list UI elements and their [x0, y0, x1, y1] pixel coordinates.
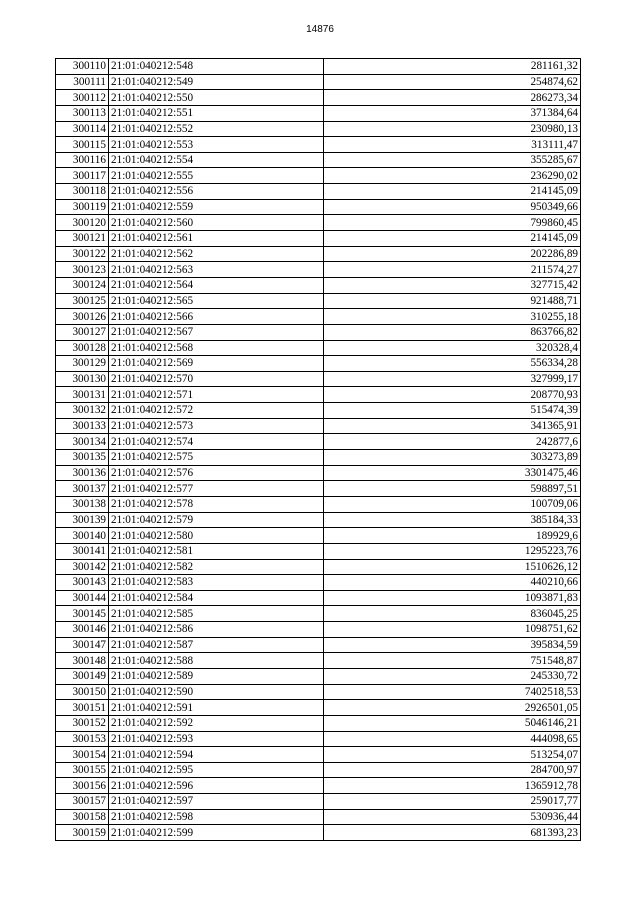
row-number-cell: 300147	[56, 637, 109, 653]
cadastral-number-cell: 21:01:040212:594	[109, 747, 324, 763]
row-number-cell: 300150	[56, 684, 109, 700]
cadastral-value-cell: 242877,6	[324, 434, 581, 450]
cadastral-value-cell: 3301475,46	[324, 465, 581, 481]
table-row	[56, 481, 581, 497]
cadastral-number-cell: 21:01:040212:555	[109, 168, 324, 184]
table-row	[56, 277, 581, 293]
cadastral-value-cell: 327999,17	[324, 371, 581, 387]
cadastral-value-cell: 395834,59	[324, 637, 581, 653]
row-number-cell: 300136	[56, 465, 109, 481]
row-number-cell: 300156	[56, 778, 109, 794]
row-number-cell: 300148	[56, 653, 109, 669]
row-number-cell: 300126	[56, 309, 109, 325]
row-number-cell: 300120	[56, 215, 109, 231]
cadastral-number-cell: 21:01:040212:584	[109, 590, 324, 606]
row-number-cell: 300125	[56, 293, 109, 309]
row-number-cell: 300129	[56, 356, 109, 372]
row-number-cell: 300152	[56, 715, 109, 731]
row-number-cell: 300111	[56, 74, 109, 90]
row-number-cell: 300117	[56, 168, 109, 184]
row-number-cell: 300149	[56, 668, 109, 684]
cadastral-number-cell: 21:01:040212:549	[109, 74, 324, 90]
cadastral-value-cell: 236290,02	[324, 168, 581, 184]
cadastral-number-cell: 21:01:040212:563	[109, 262, 324, 278]
cadastral-value-cell: 214145,09	[324, 231, 581, 247]
cadastral-number-cell: 21:01:040212:587	[109, 637, 324, 653]
table-row	[56, 434, 581, 450]
row-number-cell: 300134	[56, 434, 109, 450]
cadastral-value-table	[55, 58, 581, 841]
row-number-cell: 300151	[56, 700, 109, 716]
row-number-cell: 300154	[56, 747, 109, 763]
table-row	[56, 637, 581, 653]
cadastral-number-cell: 21:01:040212:566	[109, 309, 324, 325]
cadastral-number-cell: 21:01:040212:554	[109, 152, 324, 168]
cadastral-number-cell: 21:01:040212:582	[109, 559, 324, 575]
table-row	[56, 137, 581, 153]
cadastral-value-cell: 513254,07	[324, 747, 581, 763]
table-row	[56, 309, 581, 325]
cadastral-value-cell: 836045,25	[324, 606, 581, 622]
cadastral-number-cell: 21:01:040212:599	[109, 825, 324, 841]
cadastral-value-cell: 230980,13	[324, 121, 581, 137]
cadastral-number-cell: 21:01:040212:568	[109, 340, 324, 356]
table-row	[56, 747, 581, 763]
table-row	[56, 340, 581, 356]
cadastral-value-cell: 214145,09	[324, 184, 581, 200]
row-number-cell: 300118	[56, 184, 109, 200]
cadastral-value-cell: 863766,82	[324, 324, 581, 340]
table-row	[56, 543, 581, 559]
row-number-cell: 300115	[56, 137, 109, 153]
cadastral-value-cell: 799860,45	[324, 215, 581, 231]
cadastral-number-cell: 21:01:040212:580	[109, 528, 324, 544]
cadastral-value-cell: 286273,34	[324, 90, 581, 106]
cadastral-number-cell: 21:01:040212:590	[109, 684, 324, 700]
table-row	[56, 559, 581, 575]
cadastral-value-cell: 313111,47	[324, 137, 581, 153]
cadastral-value-cell: 259017,77	[324, 794, 581, 810]
cadastral-value-cell: 281161,32	[324, 59, 581, 75]
table-row	[56, 606, 581, 622]
row-number-cell: 300141	[56, 543, 109, 559]
table-row	[56, 762, 581, 778]
cadastral-number-cell: 21:01:040212:562	[109, 246, 324, 262]
cadastral-value-cell: 245330,72	[324, 668, 581, 684]
row-number-cell: 300113	[56, 105, 109, 121]
cadastral-value-cell: 303273,89	[324, 450, 581, 466]
cadastral-number-cell: 21:01:040212:578	[109, 496, 324, 512]
table-row	[56, 622, 581, 638]
cadastral-value-cell: 385184,33	[324, 512, 581, 528]
table-row	[56, 653, 581, 669]
cadastral-number-cell: 21:01:040212:585	[109, 606, 324, 622]
cadastral-number-cell: 21:01:040212:592	[109, 715, 324, 731]
cadastral-number-cell: 21:01:040212:572	[109, 403, 324, 419]
cadastral-value-cell: 751548,87	[324, 653, 581, 669]
cadastral-value-cell: 1365912,78	[324, 778, 581, 794]
row-number-cell: 300114	[56, 121, 109, 137]
cadastral-value-cell: 681393,23	[324, 825, 581, 841]
table-row	[56, 356, 581, 372]
table-row	[56, 528, 581, 544]
cadastral-number-cell: 21:01:040212:567	[109, 324, 324, 340]
row-number-cell: 300159	[56, 825, 109, 841]
row-number-cell: 300139	[56, 512, 109, 528]
row-number-cell: 300119	[56, 199, 109, 215]
table-row	[56, 575, 581, 591]
cadastral-number-cell: 21:01:040212:596	[109, 778, 324, 794]
row-number-cell: 300133	[56, 418, 109, 434]
cadastral-value-cell: 320328,4	[324, 340, 581, 356]
table-row	[56, 700, 581, 716]
table-row	[56, 418, 581, 434]
cadastral-number-cell: 21:01:040212:550	[109, 90, 324, 106]
row-number-cell: 300135	[56, 450, 109, 466]
row-number-cell: 300144	[56, 590, 109, 606]
row-number-cell: 300157	[56, 794, 109, 810]
row-number-cell: 300155	[56, 762, 109, 778]
row-number-cell: 300128	[56, 340, 109, 356]
cadastral-value-cell: 310255,18	[324, 309, 581, 325]
row-number-cell: 300145	[56, 606, 109, 622]
table-row	[56, 496, 581, 512]
cadastral-number-cell: 21:01:040212:556	[109, 184, 324, 200]
cadastral-number-cell: 21:01:040212:597	[109, 794, 324, 810]
row-number-cell: 300112	[56, 90, 109, 106]
cadastral-number-cell: 21:01:040212:551	[109, 105, 324, 121]
table-row	[56, 105, 581, 121]
cadastral-value-cell: 5046146,21	[324, 715, 581, 731]
cadastral-value-cell: 284700,97	[324, 762, 581, 778]
cadastral-value-cell: 341365,91	[324, 418, 581, 434]
row-number-cell: 300137	[56, 481, 109, 497]
row-number-cell: 300124	[56, 277, 109, 293]
cadastral-number-cell: 21:01:040212:559	[109, 199, 324, 215]
cadastral-number-cell: 21:01:040212:574	[109, 434, 324, 450]
table-row	[56, 825, 581, 841]
cadastral-number-cell: 21:01:040212:560	[109, 215, 324, 231]
cadastral-value-cell: 202286,89	[324, 246, 581, 262]
row-number-cell: 300146	[56, 622, 109, 638]
cadastral-value-cell: 440210,66	[324, 575, 581, 591]
cadastral-number-cell: 21:01:040212:552	[109, 121, 324, 137]
cadastral-number-cell: 21:01:040212:577	[109, 481, 324, 497]
cadastral-value-cell: 530936,44	[324, 809, 581, 825]
table-row	[56, 293, 581, 309]
table-row	[56, 199, 581, 215]
row-number-cell: 300121	[56, 231, 109, 247]
cadastral-number-cell: 21:01:040212:598	[109, 809, 324, 825]
table-row	[56, 465, 581, 481]
table-row	[56, 731, 581, 747]
row-number-cell: 300110	[56, 59, 109, 75]
cadastral-number-cell: 21:01:040212:586	[109, 622, 324, 638]
cadastral-number-cell: 21:01:040212:573	[109, 418, 324, 434]
row-number-cell: 300132	[56, 403, 109, 419]
table-row	[56, 74, 581, 90]
table-row	[56, 387, 581, 403]
table-row	[56, 184, 581, 200]
cadastral-value-cell: 100709,06	[324, 496, 581, 512]
row-number-cell: 300158	[56, 809, 109, 825]
cadastral-value-cell: 1510626,12	[324, 559, 581, 575]
table-row	[56, 715, 581, 731]
row-number-cell: 300140	[56, 528, 109, 544]
table-row	[56, 121, 581, 137]
cadastral-number-cell: 21:01:040212:576	[109, 465, 324, 481]
table-row	[56, 152, 581, 168]
cadastral-value-cell: 1093871,83	[324, 590, 581, 606]
cadastral-value-cell: 371384,64	[324, 105, 581, 121]
table-row	[56, 324, 581, 340]
cadastral-number-cell: 21:01:040212:569	[109, 356, 324, 372]
cadastral-number-cell: 21:01:040212:564	[109, 277, 324, 293]
cadastral-number-cell: 21:01:040212:579	[109, 512, 324, 528]
table-row	[56, 215, 581, 231]
table-row	[56, 809, 581, 825]
cadastral-value-cell: 444098,65	[324, 731, 581, 747]
table-row	[56, 403, 581, 419]
table-row	[56, 684, 581, 700]
table-row	[56, 168, 581, 184]
row-number-cell: 300153	[56, 731, 109, 747]
table-body	[56, 59, 581, 841]
cadastral-value-cell: 208770,93	[324, 387, 581, 403]
table-row	[56, 371, 581, 387]
cadastral-value-cell: 515474,39	[324, 403, 581, 419]
row-number-cell: 300122	[56, 246, 109, 262]
table-row	[56, 90, 581, 106]
cadastral-value-cell: 7402518,53	[324, 684, 581, 700]
cadastral-value-cell: 2926501,05	[324, 700, 581, 716]
cadastral-value-cell: 211574,27	[324, 262, 581, 278]
row-number-cell: 300143	[56, 575, 109, 591]
row-number-cell: 300131	[56, 387, 109, 403]
cadastral-value-cell: 254874,62	[324, 74, 581, 90]
cadastral-number-cell: 21:01:040212:570	[109, 371, 324, 387]
cadastral-value-cell: 556334,28	[324, 356, 581, 372]
row-number-cell: 300116	[56, 152, 109, 168]
page-number: 14876	[306, 24, 334, 35]
cadastral-number-cell: 21:01:040212:595	[109, 762, 324, 778]
cadastral-value-cell: 355285,67	[324, 152, 581, 168]
table-row	[56, 590, 581, 606]
cadastral-number-cell: 21:01:040212:593	[109, 731, 324, 747]
cadastral-number-cell: 21:01:040212:588	[109, 653, 324, 669]
cadastral-number-cell: 21:01:040212:589	[109, 668, 324, 684]
cadastral-number-cell: 21:01:040212:571	[109, 387, 324, 403]
table-row	[56, 794, 581, 810]
table-row	[56, 668, 581, 684]
cadastral-value-cell: 950349,66	[324, 199, 581, 215]
table-row	[56, 246, 581, 262]
row-number-cell: 300123	[56, 262, 109, 278]
cadastral-number-cell: 21:01:040212:548	[109, 59, 324, 75]
cadastral-number-cell: 21:01:040212:581	[109, 543, 324, 559]
cadastral-number-cell: 21:01:040212:553	[109, 137, 324, 153]
row-number-cell: 300130	[56, 371, 109, 387]
cadastral-number-cell: 21:01:040212:575	[109, 450, 324, 466]
table-row	[56, 59, 581, 75]
cadastral-number-cell: 21:01:040212:591	[109, 700, 324, 716]
row-number-cell: 300138	[56, 496, 109, 512]
row-number-cell: 300142	[56, 559, 109, 575]
table-row	[56, 778, 581, 794]
table-row	[56, 450, 581, 466]
cadastral-value-cell: 1098751,62	[324, 622, 581, 638]
row-number-cell: 300127	[56, 324, 109, 340]
cadastral-value-cell: 327715,42	[324, 277, 581, 293]
table-row	[56, 262, 581, 278]
cadastral-number-cell: 21:01:040212:561	[109, 231, 324, 247]
table-row	[56, 512, 581, 528]
table-row	[56, 231, 581, 247]
cadastral-value-cell: 1295223,76	[324, 543, 581, 559]
cadastral-value-cell: 921488,71	[324, 293, 581, 309]
cadastral-value-cell: 189929,6	[324, 528, 581, 544]
cadastral-number-cell: 21:01:040212:565	[109, 293, 324, 309]
cadastral-value-cell: 598897,51	[324, 481, 581, 497]
cadastral-number-cell: 21:01:040212:583	[109, 575, 324, 591]
